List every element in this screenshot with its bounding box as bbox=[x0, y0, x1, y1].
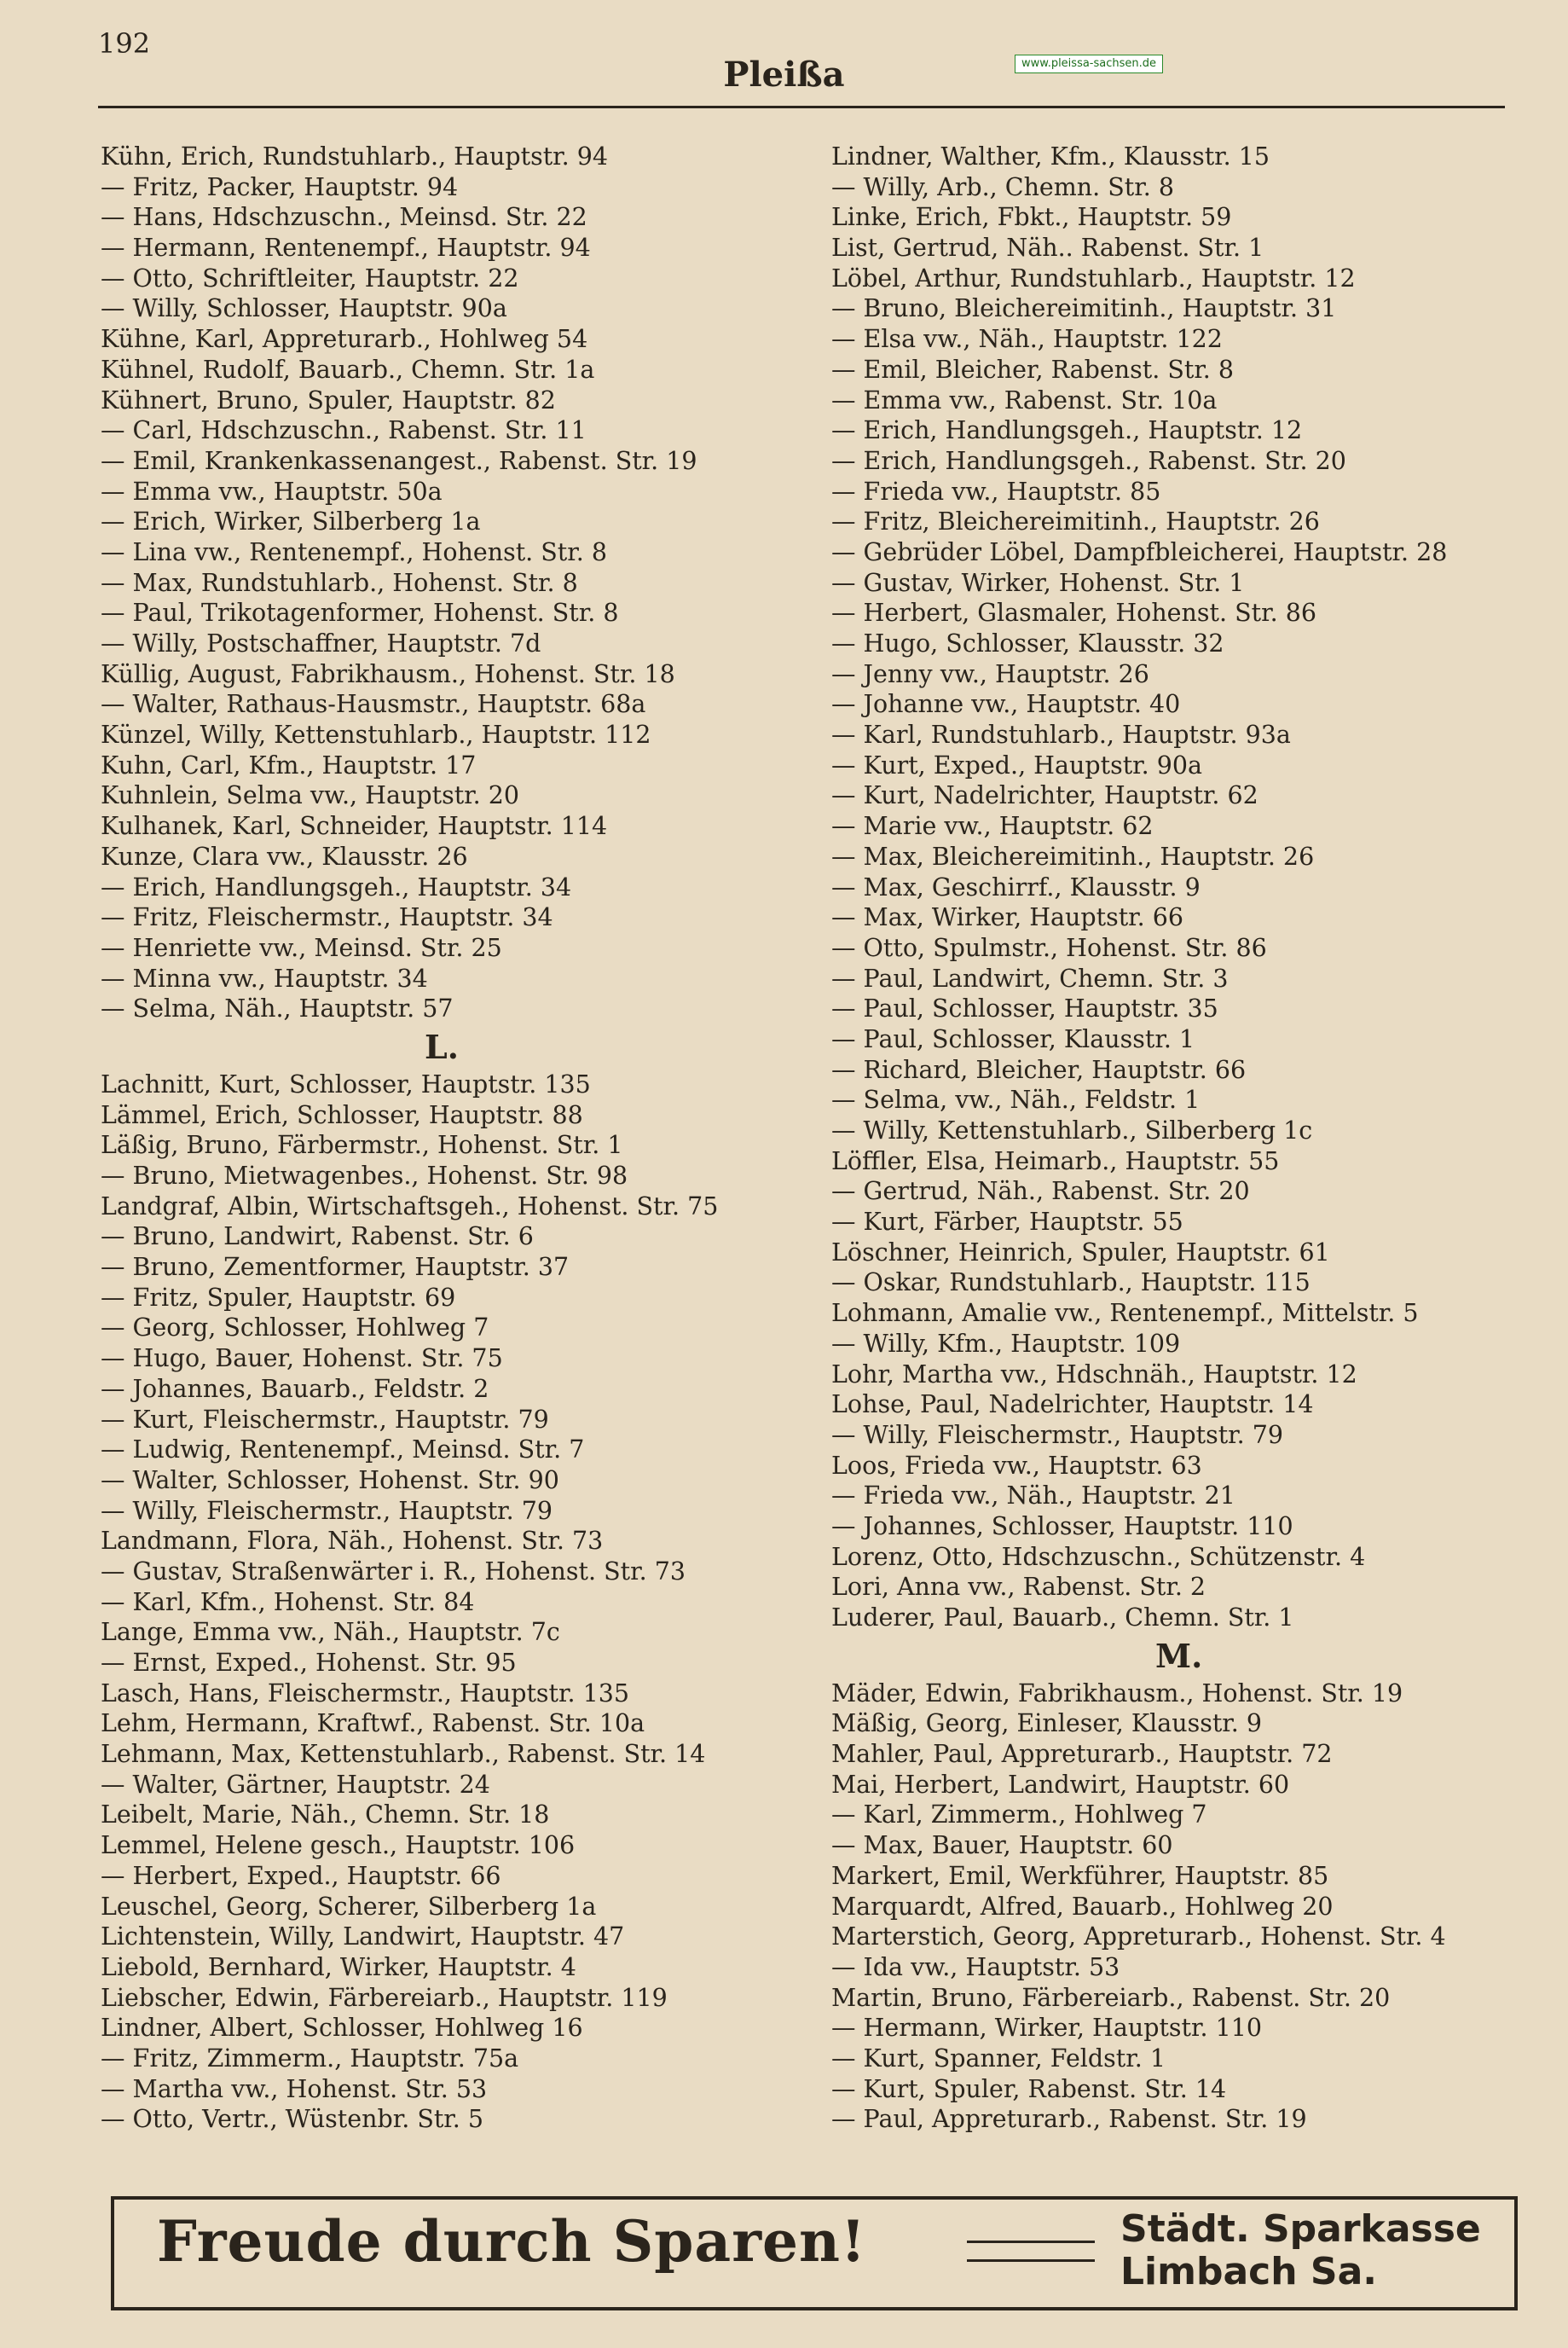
directory-entry: Kuhn, Carl, Kfm., Hauptstr. 17 bbox=[101, 751, 477, 780]
directory-entry: — Marie vw., Hauptstr. 62 bbox=[831, 812, 1154, 841]
directory-entry: — Willy, Kettenstuhlarb., Silberberg 1c bbox=[831, 1116, 1313, 1145]
directory-entry: — Willy, Schlosser, Hauptstr. 90a bbox=[101, 294, 507, 323]
directory-entry: Lohse, Paul, Nadelrichter, Hauptstr. 14 bbox=[831, 1390, 1314, 1419]
watermark-link[interactable]: www.pleissa-sachsen.de bbox=[1015, 55, 1163, 73]
directory-entry: Leibelt, Marie, Näh., Chemn. Str. 18 bbox=[101, 1800, 550, 1829]
directory-entry: — Bruno, Zementformer, Hauptstr. 37 bbox=[101, 1253, 570, 1282]
letter-heading: M. bbox=[1155, 1636, 1203, 1675]
directory-entry: Mäder, Edwin, Fabrikhausm., Hohenst. Str. 19 bbox=[831, 1678, 1403, 1707]
directory-entry: — Emma vw., Hauptstr. 50a bbox=[101, 477, 443, 506]
directory-entry: — Willy, Arb., Chemn. Str. 8 bbox=[831, 172, 1175, 201]
directory-entry: — Max, Bauer, Hauptstr. 60 bbox=[831, 1831, 1173, 1860]
directory-entry: — Erich, Handlungsgeh., Hauptstr. 34 bbox=[101, 873, 572, 902]
directory-entry: Lindner, Albert, Schlosser, Hohlweg 16 bbox=[101, 2014, 583, 2043]
directory-entry: — Gebrüder Löbel, Dampfbleicherei, Hauptstr. 28 bbox=[831, 537, 1448, 566]
directory-entry: Löffler, Elsa, Heimarb., Hauptstr. 55 bbox=[831, 1146, 1280, 1175]
directory-entry: — Paul, Schlosser, Klausstr. 1 bbox=[831, 1024, 1195, 1053]
directory-entry: — Otto, Spulmstr., Hohenst. Str. 86 bbox=[831, 933, 1267, 962]
directory-entry: Liebold, Bernhard, Wirker, Hauptstr. 4 bbox=[101, 1952, 576, 1981]
directory-entry: — Hermann, Wirker, Hauptstr. 110 bbox=[831, 2014, 1263, 2043]
directory-entry: Lindner, Walther, Kfm., Klausstr. 15 bbox=[831, 142, 1270, 171]
directory-entry: — Erich, Wirker, Silberberg 1a bbox=[101, 507, 481, 536]
directory-entry: — Herbert, Glasmaler, Hohenst. Str. 86 bbox=[831, 599, 1316, 628]
directory-entry: — Hugo, Bauer, Hohenst. Str. 75 bbox=[101, 1344, 503, 1373]
directory-entry: — Hans, Hdschzuschn., Meinsd. Str. 22 bbox=[101, 203, 587, 232]
directory-entry: — Gustav, Wirker, Hohenst. Str. 1 bbox=[831, 568, 1245, 597]
directory-entry: — Erich, Handlungsgeh., Rabenst. Str. 20 bbox=[831, 446, 1346, 475]
directory-entry: Lachnitt, Kurt, Schlosser, Hauptstr. 135 bbox=[101, 1070, 591, 1099]
directory-entry: Marquardt, Alfred, Bauarb., Hohlweg 20 bbox=[831, 1892, 1334, 1921]
directory-entry: — Emil, Krankenkassenangest., Rabenst. Str. 19 bbox=[101, 446, 697, 475]
directory-entry: — Martha vw., Hohenst. Str. 53 bbox=[101, 2074, 488, 2103]
directory-entry: — Walter, Rathaus-Hausmstr., Hauptstr. 68a bbox=[101, 690, 646, 719]
ad-bank-line1: Städt. Sparkasse bbox=[1120, 2207, 1481, 2251]
directory-entry: — Lina vw., Rentenempf., Hohenst. Str. 8 bbox=[101, 537, 608, 566]
directory-entry: — Paul, Trikotagenformer, Hohenst. Str. 8 bbox=[101, 599, 619, 628]
directory-entry: Kühnel, Rudolf, Bauarb., Chemn. Str. 1a bbox=[101, 355, 595, 384]
ad-rule bbox=[967, 2241, 1095, 2243]
directory-entry: — Karl, Rundstuhlarb., Hauptstr. 93a bbox=[831, 721, 1291, 750]
directory-entry: Lehm, Hermann, Kraftwf., Rabenst. Str. 10a bbox=[101, 1709, 645, 1738]
directory-entry: — Kurt, Exped., Hauptstr. 90a bbox=[831, 751, 1203, 780]
directory-entry: — Herbert, Exped., Hauptstr. 66 bbox=[101, 1861, 501, 1890]
directory-entry: Liebscher, Edwin, Färbereiarb., Hauptstr. 119 bbox=[101, 1983, 668, 2012]
directory-entry: Löbel, Arthur, Rundstuhlarb., Hauptstr. 12 bbox=[831, 264, 1356, 293]
directory-entry: Kulhanek, Karl, Schneider, Hauptstr. 114 bbox=[101, 812, 608, 841]
directory-entry: — Johannes, Schlosser, Hauptstr. 110 bbox=[831, 1511, 1293, 1540]
directory-entry: — Henriette vw., Meinsd. Str. 25 bbox=[101, 933, 502, 962]
directory-entry: Kühn, Erich, Rundstuhlarb., Hauptstr. 94 bbox=[101, 142, 609, 171]
letter-heading: L. bbox=[425, 1027, 459, 1066]
directory-entry: Kuhnlein, Selma vw., Hauptstr. 20 bbox=[101, 781, 520, 810]
directory-entry: Läßig, Bruno, Färbermstr., Hohenst. Str. 1 bbox=[101, 1131, 623, 1160]
page-number: 192 bbox=[98, 27, 151, 60]
directory-entry: — Selma, Näh., Hauptstr. 57 bbox=[101, 994, 454, 1023]
directory-entry: List, Gertrud, Näh.. Rabenst. Str. 1 bbox=[831, 234, 1264, 263]
left-column bbox=[101, 142, 808, 2135]
directory-entry: — Fritz, Spuler, Hauptstr. 69 bbox=[101, 1283, 456, 1312]
directory-entry: — Fritz, Bleichereimitinh., Hauptstr. 26 bbox=[831, 507, 1320, 536]
directory-entry: — Walter, Schlosser, Hohenst. Str. 90 bbox=[101, 1465, 559, 1494]
directory-entry: — Otto, Vertr., Wüstenbr. Str. 5 bbox=[101, 2105, 484, 2134]
directory-entry: — Paul, Landwirt, Chemn. Str. 3 bbox=[831, 964, 1229, 993]
directory-entry: Markert, Emil, Werkführer, Hauptstr. 85 bbox=[831, 1861, 1329, 1890]
directory-entry: Kühne, Karl, Appreturarb., Hohlweg 54 bbox=[101, 325, 588, 354]
directory-entry: Küllig, August, Fabrikhausm., Hohenst. Str. 18 bbox=[101, 659, 675, 688]
directory-entry: — Bruno, Mietwagenbes., Hohenst. Str. 98 bbox=[101, 1162, 628, 1190]
directory-entry: — Richard, Bleicher, Hauptstr. 66 bbox=[831, 1055, 1247, 1084]
directory-entry: — Hermann, Rentenempf., Hauptstr. 94 bbox=[101, 234, 591, 263]
directory-entry: — Willy, Postschaffner, Hauptstr. 7d bbox=[101, 629, 541, 658]
directory-entry: — Kurt, Spanner, Feldstr. 1 bbox=[831, 2044, 1166, 2073]
directory-entry: Lorenz, Otto, Hdschzuschn., Schützenstr. 4 bbox=[831, 1542, 1366, 1571]
directory-entry: — Willy, Fleischermstr., Hauptstr. 79 bbox=[101, 1496, 553, 1525]
directory-entry: — Fritz, Packer, Hauptstr. 94 bbox=[101, 172, 459, 201]
directory-entry: — Johanne vw., Hauptstr. 40 bbox=[831, 690, 1181, 719]
directory-entry: — Kurt, Spuler, Rabenst. Str. 14 bbox=[831, 2074, 1227, 2103]
directory-entry: — Max, Bleichereimitinh., Hauptstr. 26 bbox=[831, 842, 1315, 871]
directory-entry: — Johannes, Bauarb., Feldstr. 2 bbox=[101, 1374, 489, 1403]
directory-entry: Kühnert, Bruno, Spuler, Hauptstr. 82 bbox=[101, 386, 556, 415]
directory-entry: Landmann, Flora, Näh., Hohenst. Str. 73 bbox=[101, 1527, 604, 1556]
header-rule bbox=[98, 106, 1505, 108]
directory-entry: Künzel, Willy, Kettenstuhlarb., Hauptstr. 112 bbox=[101, 721, 651, 750]
directory-entry: Mahler, Paul, Appreturarb., Hauptstr. 72 bbox=[831, 1740, 1333, 1769]
directory-entry: Marterstich, Georg, Appreturarb., Hohenst. Str. 4 bbox=[831, 1922, 1446, 1951]
directory-entry: Leuschel, Georg, Scherer, Silberberg 1a bbox=[101, 1892, 597, 1921]
directory-entry: Landgraf, Albin, Wirtschaftsgeh., Hohenst. Str. 75 bbox=[101, 1191, 719, 1220]
ad-slogan: Freude durch Sparen! bbox=[157, 2208, 866, 2275]
directory-entry: — Kurt, Fleischermstr., Hauptstr. 79 bbox=[101, 1405, 549, 1434]
directory-entry: Kunze, Clara vw., Klausstr. 26 bbox=[101, 842, 468, 871]
directory-entry: Mäßig, Georg, Einleser, Klausstr. 9 bbox=[831, 1709, 1263, 1738]
ad-rule bbox=[967, 2259, 1095, 2262]
right-column bbox=[831, 142, 1539, 2135]
directory-entry: — Gustav, Straßenwärter i. R., Hohenst. Str. 73 bbox=[101, 1557, 686, 1586]
directory-entry: — Erich, Handlungsgeh., Hauptstr. 12 bbox=[831, 416, 1303, 445]
directory-entry: Lämmel, Erich, Schlosser, Hauptstr. 88 bbox=[101, 1100, 583, 1129]
page-title: Pleißa bbox=[723, 55, 845, 95]
directory-entry: — Bruno, Bleichereimitinh., Hauptstr. 31 bbox=[831, 294, 1337, 323]
directory-entry: — Ludwig, Rentenempf., Meinsd. Str. 7 bbox=[101, 1435, 585, 1464]
directory-entry: — Gertrud, Näh., Rabenst. Str. 20 bbox=[831, 1177, 1250, 1206]
directory-entry: — Selma, vw., Näh., Feldstr. 1 bbox=[831, 1086, 1201, 1115]
directory-entry: Lori, Anna vw., Rabenst. Str. 2 bbox=[831, 1573, 1206, 1602]
directory-entry: — Oskar, Rundstuhlarb., Hauptstr. 115 bbox=[831, 1268, 1311, 1297]
directory-entry: — Fritz, Zimmerm., Hauptstr. 75a bbox=[101, 2044, 519, 2073]
directory-entry: Lehmann, Max, Kettenstuhlarb., Rabenst. Str. 14 bbox=[101, 1740, 706, 1769]
directory-entry: — Max, Geschirrf., Klausstr. 9 bbox=[831, 873, 1201, 902]
directory-entry: — Karl, Zimmerm., Hohlweg 7 bbox=[831, 1800, 1207, 1829]
directory-entry: — Carl, Hdschzuschn., Rabenst. Str. 11 bbox=[101, 416, 587, 445]
directory-entry: — Emil, Bleicher, Rabenst. Str. 8 bbox=[831, 355, 1235, 384]
directory-entry: — Elsa vw., Näh., Hauptstr. 122 bbox=[831, 325, 1223, 354]
ad-bank-line2: Limbach Sa. bbox=[1120, 2250, 1377, 2293]
directory-entry: — Jenny vw., Hauptstr. 26 bbox=[831, 659, 1149, 688]
directory-entry: — Minna vw., Hauptstr. 34 bbox=[101, 964, 428, 993]
ad-bank-name bbox=[1120, 2208, 1481, 2293]
directory-entry: — Fritz, Fleischermstr., Hauptstr. 34 bbox=[101, 903, 553, 932]
directory-entry: — Frieda vw., Näh., Hauptstr. 21 bbox=[831, 1481, 1235, 1510]
directory-entry: — Max, Rundstuhlarb., Hohenst. Str. 8 bbox=[101, 568, 578, 597]
directory-entry: — Max, Wirker, Hauptstr. 66 bbox=[831, 903, 1184, 932]
directory-entry: Mai, Herbert, Landwirt, Hauptstr. 60 bbox=[831, 1770, 1290, 1799]
advertisement-box bbox=[111, 2196, 1518, 2310]
directory-entry: Löschner, Heinrich, Spuler, Hauptstr. 61 bbox=[831, 1238, 1330, 1267]
directory-entry: — Willy, Fleischermstr., Hauptstr. 79 bbox=[831, 1420, 1284, 1449]
directory-entry: Lange, Emma vw., Näh., Hauptstr. 7c bbox=[101, 1618, 560, 1647]
directory-entry: Lohr, Martha vw., Hdschnäh., Hauptstr. 12 bbox=[831, 1360, 1357, 1389]
directory-entry: Luderer, Paul, Bauarb., Chemn. Str. 1 bbox=[831, 1603, 1294, 1632]
directory-entry: — Ida vw., Hauptstr. 53 bbox=[831, 1952, 1120, 1981]
directory-entry: Loos, Frieda vw., Hauptstr. 63 bbox=[831, 1451, 1202, 1480]
directory-entry: — Georg, Schlosser, Hohlweg 7 bbox=[101, 1313, 489, 1342]
directory-entry: — Hugo, Schlosser, Klausstr. 32 bbox=[831, 629, 1224, 658]
directory-entry: — Emma vw., Rabenst. Str. 10a bbox=[831, 386, 1218, 415]
directory-entry: Lasch, Hans, Fleischermstr., Hauptstr. 135 bbox=[101, 1678, 629, 1707]
directory-entry: Lemmel, Helene gesch., Hauptstr. 106 bbox=[101, 1831, 576, 1860]
directory-entry: — Karl, Kfm., Hohenst. Str. 84 bbox=[101, 1587, 475, 1616]
directory-entry: — Paul, Schlosser, Hauptstr. 35 bbox=[831, 994, 1218, 1023]
directory-entry: — Walter, Gärtner, Hauptstr. 24 bbox=[101, 1770, 490, 1799]
directory-entry: — Paul, Appreturarb., Rabenst. Str. 19 bbox=[831, 2105, 1307, 2134]
directory-entry: Linke, Erich, Fbkt., Hauptstr. 59 bbox=[831, 203, 1232, 232]
directory-entry: — Willy, Kfm., Hauptstr. 109 bbox=[831, 1329, 1181, 1358]
directory-entry: Lichtenstein, Willy, Landwirt, Hauptstr. 47 bbox=[101, 1922, 625, 1951]
directory-entry: — Bruno, Landwirt, Rabenst. Str. 6 bbox=[101, 1222, 534, 1251]
directory-entry: Martin, Bruno, Färbereiarb., Rabenst. Str. 20 bbox=[831, 1983, 1391, 2012]
directory-entry: — Kurt, Färber, Hauptstr. 55 bbox=[831, 1208, 1183, 1237]
directory-entry: — Kurt, Nadelrichter, Hauptstr. 62 bbox=[831, 781, 1258, 810]
directory-entry: — Otto, Schriftleiter, Hauptstr. 22 bbox=[101, 264, 519, 293]
directory-entry: — Frieda vw., Hauptstr. 85 bbox=[831, 477, 1161, 506]
directory-entry: — Ernst, Exped., Hohenst. Str. 95 bbox=[101, 1649, 517, 1677]
directory-entry: Lohmann, Amalie vw., Rentenempf., Mittelstr. 5 bbox=[831, 1299, 1419, 1328]
